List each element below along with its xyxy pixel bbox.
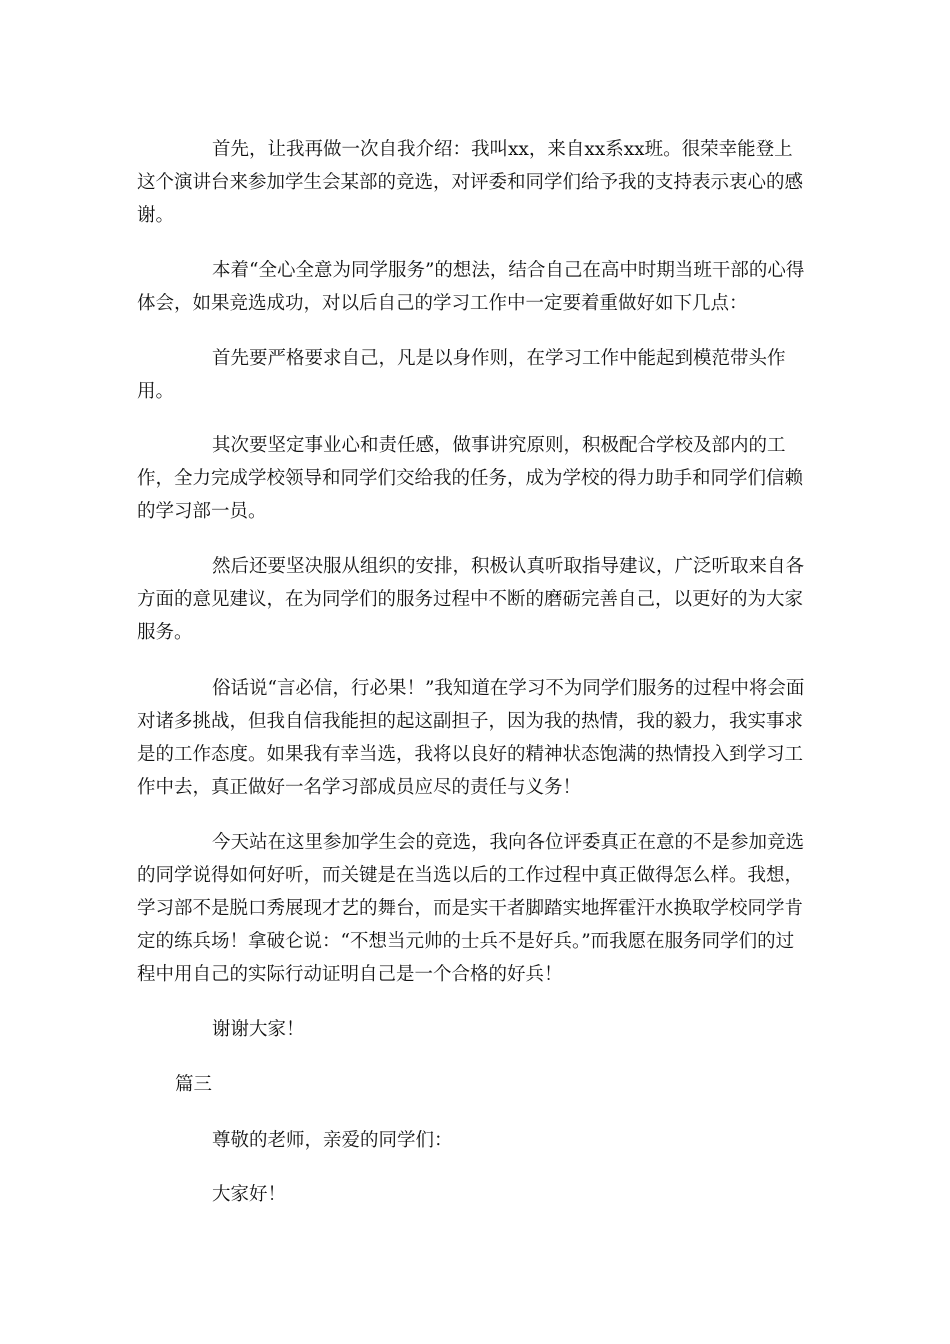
paragraph-third-point: 然后还要坚决服从组织的安排，积极认真听取指导建议，广泛听取来自各方面的意见建议，在为同学们的服务过程中不断的磨砺完善自己，以更好的为大家服务。: [137, 556, 805, 643]
greeting: 大家好！: [212, 1184, 287, 1205]
salutation: 尊敬的老师，亲爱的同学们：: [212, 1130, 453, 1151]
paragraph-closing-argument: 今天站在这里参加学生会的竞选，我向各位评委真正在意的不是参加竞选的同学说得如何好听，而关键是在当选以后的工作过程中真正做得怎么样。我想，学习部不是脱口秀展现才艺的舞台，而是实干者脚踏实地挥霍汗水换取学校同学肯定的练兵场！拿破仑说：“不想当元帅的士兵不是好兵。”而我愿在服务同学们的过程中用自己的实际行动证明自己是一个合格的好兵！: [137, 832, 805, 985]
paragraph-thanks: 谢谢大家！: [212, 1019, 305, 1040]
paragraph-introduction: 首先，让我再做一次自我介绍：我叫xx，来自xx系xx班。很荣幸能登上这个演讲台来参加学生会某部的竞选，对评委和同学们给予我的支持表示衷心的感谢。: [137, 139, 804, 226]
paragraph-principle: 本着“全心全意为同学服务”的想法，结合自己在高中时期当班干部的心得体会，如果竞选成功，对以后自己的学习工作中一定要着重做好如下几点：: [137, 260, 805, 314]
paragraph-first-point: 首先要严格要求自己，凡是以身作则，在学习工作中能起到模范带头作用。: [137, 348, 786, 402]
section-title: 篇三: [175, 1074, 213, 1095]
paragraph-second-point: 其次要坚定事业心和责任感，做事讲究原则，积极配合学校及部内的工作，全力完成学校领导和同学们交给我的任务，成为学校的得力助手和同学们信赖的学习部一员。: [137, 435, 804, 522]
paragraph-proverb: 俗话说“言必信，行必果！”我知道在学习不为同学们服务的过程中将会面对诸多挑战，但我自信我能担的起这副担子，因为我的热情，我的毅力，我实事求是的工作态度。如果我有幸当选，我将以良好的精神状态饱满的热情投入到学习工作中去，真正做好一名学习部成员应尽的责任与义务！: [137, 678, 805, 798]
